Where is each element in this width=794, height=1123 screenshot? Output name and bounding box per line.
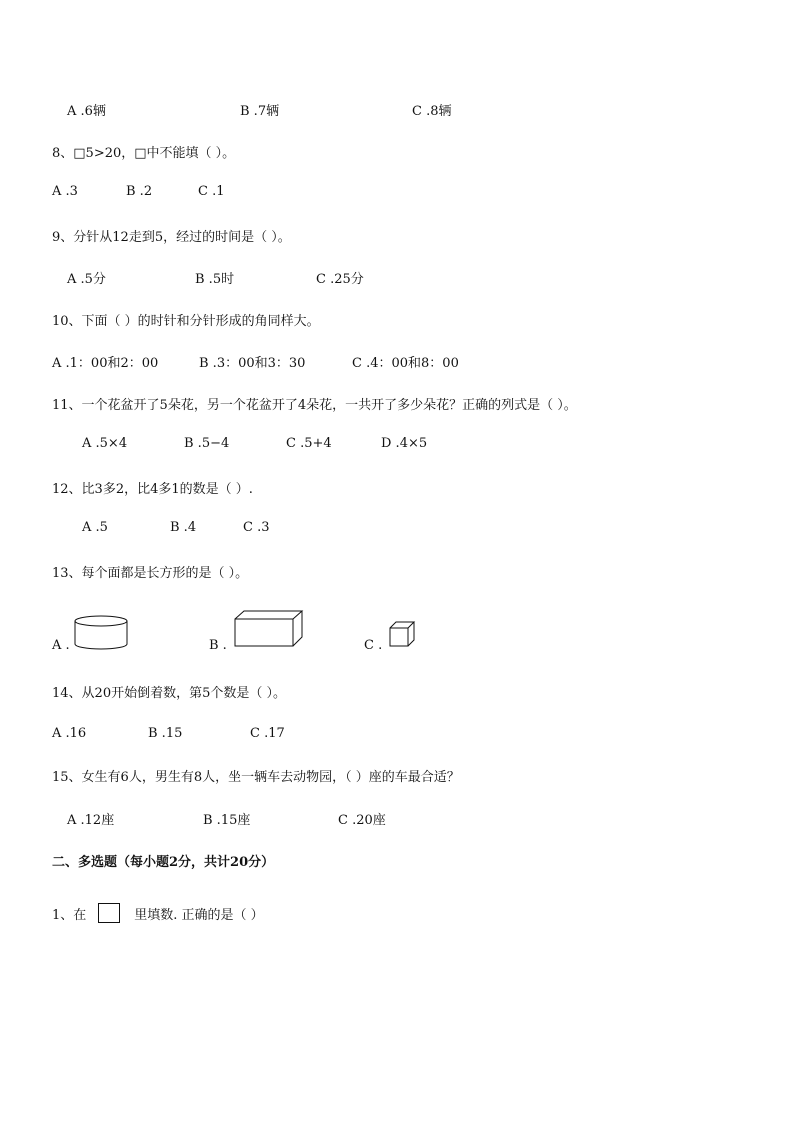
q11-option-d[interactable]: D .4×5 xyxy=(381,436,428,451)
q14-stem: 14、从20开始倒着数，第5个数是（ ）。 xyxy=(52,686,286,701)
q12-option-b[interactable]: B .4 xyxy=(170,520,197,535)
q10-option-c[interactable]: C .4：00和8：00 xyxy=(352,356,459,371)
q14-option-b[interactable]: B .15 xyxy=(148,726,183,741)
q10-option-a[interactable]: A .1：00和2：00 xyxy=(52,356,159,371)
q10-option-b[interactable]: B .3：00和3：30 xyxy=(199,356,306,371)
q12-option-a[interactable]: A .5 xyxy=(82,520,108,535)
q14-option-a[interactable]: A .16 xyxy=(52,726,87,741)
q8-stem: 8、□5>20，□中不能填（ ）。 xyxy=(52,146,236,161)
q12-option-c[interactable]: C .3 xyxy=(243,520,270,535)
q11-option-b[interactable]: B .5−4 xyxy=(184,436,230,451)
q13-option-a[interactable]: A . xyxy=(52,638,70,653)
blank-box-icon xyxy=(98,903,120,923)
cuboid-icon xyxy=(234,610,304,648)
q11-option-c[interactable]: C .5+4 xyxy=(286,436,332,451)
q13-option-c[interactable]: C . xyxy=(364,638,383,653)
q9-stem: 9、分针从12走到5，经过的时间是（ ）。 xyxy=(52,230,291,245)
q14-option-c[interactable]: C .17 xyxy=(250,726,285,741)
q9-option-a[interactable]: A .5分 xyxy=(67,272,106,287)
q11-stem: 11、一个花盆开了5朵花，另一个花盆开了4朵花，一共开了多少朵花？正确的列式是（ ）。 xyxy=(52,398,577,413)
section-title: 二、多选题（每小题2分，共计20分） xyxy=(52,855,275,870)
q9-option-c[interactable]: C .25分 xyxy=(316,272,364,287)
q12-stem: 12、比3多2，比4多1的数是（ ）. xyxy=(52,482,253,497)
q13-stem: 13、每个面都是长方形的是（ ）。 xyxy=(52,566,249,581)
q9-option-b[interactable]: B .5时 xyxy=(195,272,235,287)
cube-icon xyxy=(389,621,417,647)
q7-option-a[interactable]: A .6辆 xyxy=(67,104,106,119)
q15-option-a[interactable]: A .12座 xyxy=(67,813,115,828)
q8-option-b[interactable]: B .2 xyxy=(126,184,153,199)
q7-option-b[interactable]: B .7辆 xyxy=(240,104,280,119)
q7-option-c[interactable]: C .8辆 xyxy=(412,104,452,119)
q15-option-b[interactable]: B .15座 xyxy=(203,813,251,828)
multi-q1-prefix: 1、在 xyxy=(52,908,87,923)
q8-option-c[interactable]: C .1 xyxy=(198,184,225,199)
multi-q1-suffix: 里填数. 正确的是（ ） xyxy=(134,908,264,923)
cylinder-icon xyxy=(74,614,128,652)
q10-stem: 10、下面（ ）的时针和分针形成的角同样大。 xyxy=(52,314,320,329)
q11-option-a[interactable]: A .5×4 xyxy=(82,436,128,451)
q15-stem: 15、女生有6人，男生有8人，坐一辆车去动物园，（ ）座的车最合适？ xyxy=(52,770,460,785)
q8-option-a[interactable]: A .3 xyxy=(52,184,78,199)
multi-q1-stem xyxy=(52,903,264,923)
q15-option-c[interactable]: C .20座 xyxy=(338,813,386,828)
q13-option-b[interactable]: B . xyxy=(209,638,227,653)
